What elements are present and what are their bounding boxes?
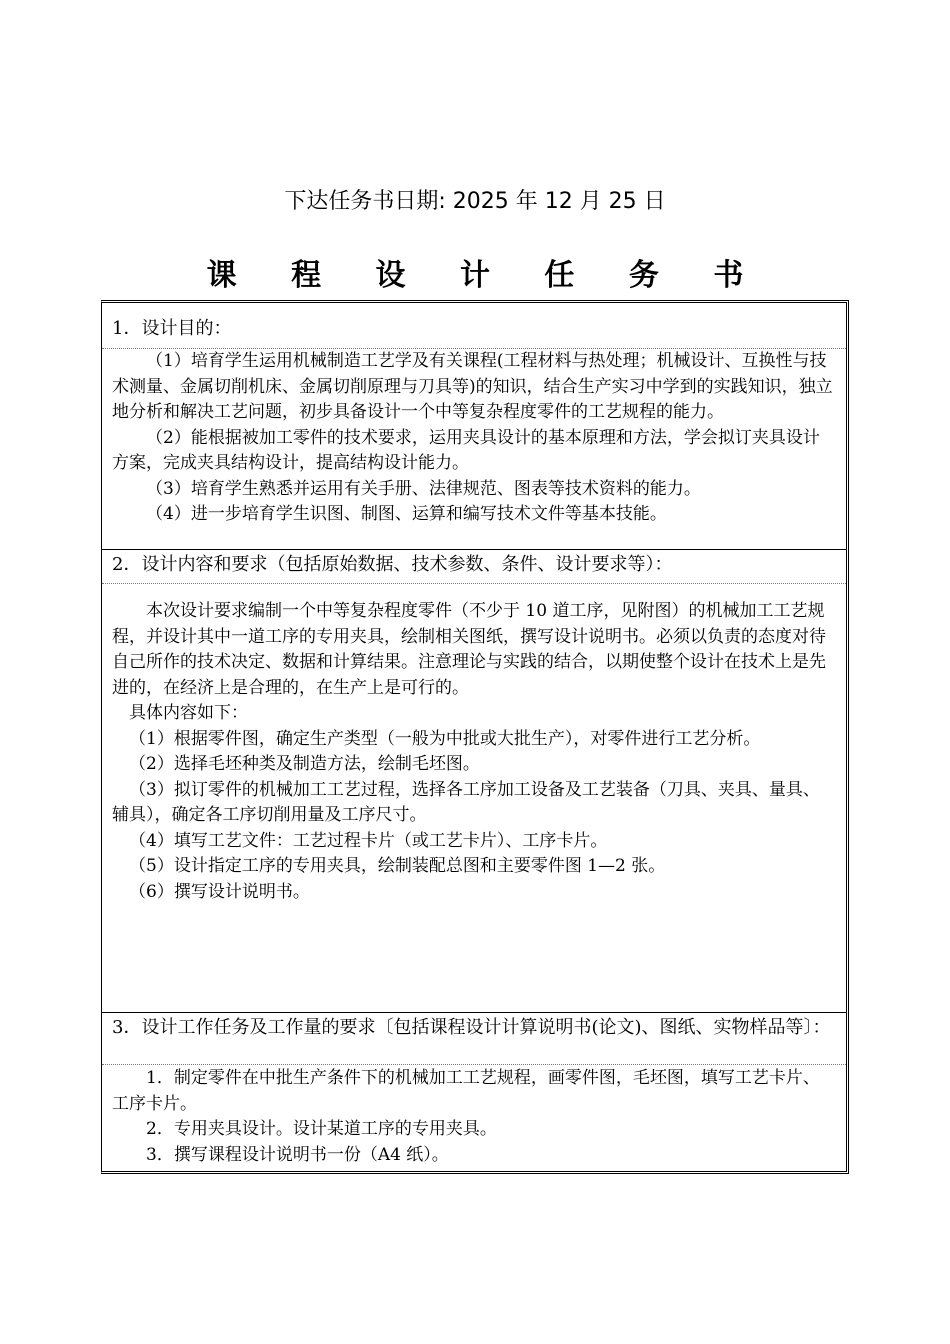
section-2-item: （3）拟订零件的机械加工工艺过程，选择各工序加工设备及工艺装备（刀具、夹具、量具、辅具），确定各工序切削用量及工序尺寸。 (112, 779, 820, 825)
section-2-item: （2）选择毛坯种类及制造方法，绘制毛坯图。 (129, 754, 480, 774)
section-1-heading: 1．设计目的： (112, 318, 232, 339)
page-title: 课 程 设 计 任 务 书 (206, 258, 766, 293)
task-form-table (101, 300, 849, 1174)
section-2-sub-intro: 具体内容如下： (129, 703, 248, 723)
section-3-heading: 3．设计工作任务及工作量的要求〔包括课程设计计算说明书(论文)、图纸、实物样品等〕： (112, 1017, 831, 1038)
row-divider (102, 583, 846, 584)
section-2-heading: 2．设计内容和要求（包括原始数据、技术参数、条件、设计要求等）： (112, 554, 673, 575)
row-divider (102, 1064, 846, 1065)
section-3-item: 3．撰写课程设计说明书一份（A4 纸）。 (146, 1144, 449, 1165)
issue-date-line: 下达任务书日期: 2025 年 12 月 25 日 (284, 189, 666, 214)
section-divider (102, 1012, 846, 1013)
section-1-body (102, 349, 846, 528)
section-2 (102, 551, 846, 579)
section-2-item: （1）根据零件图，确定生产类型（一般为中批或大批生产），对零件进行工艺分析。 (129, 728, 761, 749)
section-3-item: 2．专用夹具设计。设计某道工序的专用夹具。 (146, 1119, 497, 1139)
section-2-item: （5）设计指定工序的专用夹具，绘制装配总图和主要零件图 1—2 张。 (129, 856, 666, 876)
section-1 (102, 315, 846, 343)
section-3 (102, 1014, 846, 1042)
section-1-paragraph: （2）能根据被加工零件的技术要求，运用夹具设计的基本原理和方法，学会拟订夹具设计方案，完成夹具结构设计，提高结构设计能力。 (112, 427, 820, 473)
section-2-intro: 本次设计要求编制一个中等复杂程度零件（不少于 10 道工序，见附图）的机械加工工艺规程，并设计其中一道工序的专用夹具，绘制相关图纸，撰写设计说明书。必须以负责的态度对待自己所作的技术决定、数据和计算结果。注意理论与实践的结合，以期使整个设计在技术上是先进的，在经济上是合理的，在生产上是可行的。 (112, 601, 826, 698)
section-3-body (102, 1066, 846, 1168)
section-1-paragraph: （3）培育学生熟悉并运用有关手册、法律规范、图表等技术资料的能力。 (146, 478, 701, 499)
section-2-item: （6）撰写设计说明书。 (129, 881, 310, 902)
section-2-body (102, 599, 846, 905)
section-3-item: 1．制定零件在中批生产条件下的机械加工工艺规程，画零件图，毛坯图，填写工艺卡片、工序卡片。 (112, 1068, 820, 1114)
section-divider (102, 549, 846, 550)
section-2-item: （4）填写工艺文件：工艺过程卡片（或工艺卡片）、工序卡片。 (129, 830, 608, 851)
section-1-paragraph: （1）培育学生运用机械制造工艺学及有关课程(工程材料与热处理；机械设计、互换性与技术测量、金属切削机床、金属切削原理与刀具等)的知识，结合生产实习中学到的实践知识，独立地分析和解决工艺问题，初步具备设计一个中等复杂程度零件的工艺规程的能力。 (112, 351, 833, 422)
section-1-paragraph: （4）进一步培育学生识图、制图、运算和编写技术文件等基本技能。 (146, 504, 667, 524)
